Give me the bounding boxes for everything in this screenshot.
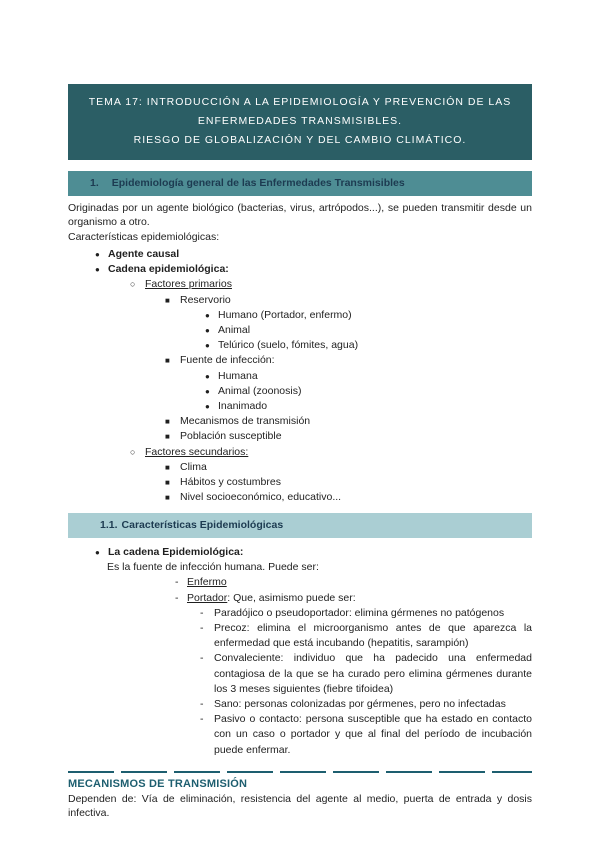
bullet-icon	[205, 384, 218, 399]
square-bullet-icon	[165, 414, 180, 429]
bullet-icon	[95, 262, 108, 277]
section-1-title: Epidemiología general de las Enfermedades Transmisibles	[111, 177, 405, 189]
list-item: - Precoz: elimina el microorganismo antes de que aparezca la enfermedad que está incubando (hepatitis, sarampión)	[68, 621, 532, 651]
dash-icon	[200, 621, 214, 651]
square-bullet-icon	[165, 490, 180, 505]
list-item: ● Inanimado	[68, 399, 532, 414]
list-item: - Paradójico o pseudoportador: elimina gérmenes no patógenos	[68, 606, 532, 621]
list-item: ■ Nivel socioeconómico, educativo...	[68, 490, 532, 505]
dash-icon	[175, 591, 187, 606]
list-item: ● Animal	[68, 323, 532, 338]
dash-icon	[200, 651, 214, 697]
list-item: - Pasivo o contacto: persona susceptible que ha estado en contacto con un caso o portador y que al final del período de incubación puede enfermar.	[68, 712, 532, 758]
dash-icon	[200, 697, 214, 712]
list-item: - Portador: Que, asimismo puede ser:	[68, 591, 532, 606]
section-1-number: 1.	[90, 177, 99, 189]
list-item: ■ Hábitos y costumbres	[68, 475, 532, 490]
section-1-heading	[68, 171, 532, 196]
bullet-icon	[205, 323, 218, 338]
list-item: ○ Factores secundarios:	[68, 445, 532, 460]
list-item: ■ Reservorio	[68, 293, 532, 308]
circle-bullet-icon	[130, 277, 145, 292]
list-item: ● La cadena Epidemiológica:	[68, 545, 532, 560]
list-item: ■ Mecanismos de transmisión	[68, 414, 532, 429]
section-1-1-heading	[68, 513, 532, 538]
dash-icon	[200, 712, 214, 758]
section-divider	[68, 771, 532, 773]
title-line-2: RIESGO DE GLOBALIZACIÓN Y DEL CAMBIO CLIMÁTICO.	[133, 134, 467, 146]
square-bullet-icon	[165, 475, 180, 490]
list-item: - Convaleciente: individuo que ha padecido una enfermedad contagiosa de la que se ha curado pero elimina gérmenes durante los 3 meses siguientes (fiebre tifoidea)	[68, 651, 532, 697]
title-banner	[68, 84, 532, 160]
square-bullet-icon	[165, 293, 180, 308]
list-item: ● Humana	[68, 369, 532, 384]
section-1-1-title: Características Epidemiológicas	[121, 519, 284, 532]
intro-lead-in: Características epidemiológicas:	[68, 230, 220, 243]
list-item: - Enfermo	[68, 575, 532, 590]
list-item: ● Agente causal	[68, 247, 532, 262]
square-bullet-icon	[165, 429, 180, 444]
cadena-intro: Es la fuente de infección humana. Puede ser:	[107, 561, 319, 574]
list-item: ■ Fuente de infección:	[68, 353, 532, 368]
list-item: ● Animal (zoonosis)	[68, 384, 532, 399]
circle-bullet-icon	[130, 445, 145, 460]
bullet-icon	[95, 247, 108, 262]
list-item: - Sano: personas colonizadas por gérmenes, pero no infectadas	[68, 697, 532, 712]
mecanismos-heading: MECANISMOS DE TRANSMISIÓN	[68, 777, 248, 790]
intro-paragraph: Originadas por un agente biológico (bacterias, virus, artrópodos...), se pueden transmitir desde un organismo a otro.	[68, 201, 532, 228]
bullet-icon	[205, 338, 218, 353]
epidemiology-outline	[68, 247, 532, 505]
bullet-icon	[205, 308, 218, 323]
list-item: ■ Población susceptible	[68, 429, 532, 444]
dash-icon	[200, 606, 214, 621]
list-item: ● Cadena epidemiológica:	[68, 262, 532, 277]
bullet-icon	[205, 369, 218, 384]
bullet-icon	[205, 399, 218, 414]
dash-icon	[175, 575, 187, 590]
mecanismos-paragraph: Dependen de: Vía de eliminación, resistencia del agente al medio, puerta de entrada y dosis infectiva.	[68, 792, 532, 820]
list-item: ● Humano (Portador, enfermo)	[68, 308, 532, 323]
square-bullet-icon	[165, 353, 180, 368]
list-item: ■ Clima	[68, 460, 532, 475]
section-1-1-number: 1.1.	[100, 519, 118, 532]
bullet-icon	[95, 545, 108, 560]
square-bullet-icon	[165, 460, 180, 475]
list-item: ● Telúrico (suelo, fómites, agua)	[68, 338, 532, 353]
title-line-1: TEMA 17: INTRODUCCIÓN A LA EPIDEMIOLOGÍA Y PREVENCIÓN DE LAS ENFERMEDADES TRANSMISIBLES.	[88, 96, 512, 127]
list-item: ○ Factores primarios	[68, 277, 532, 292]
